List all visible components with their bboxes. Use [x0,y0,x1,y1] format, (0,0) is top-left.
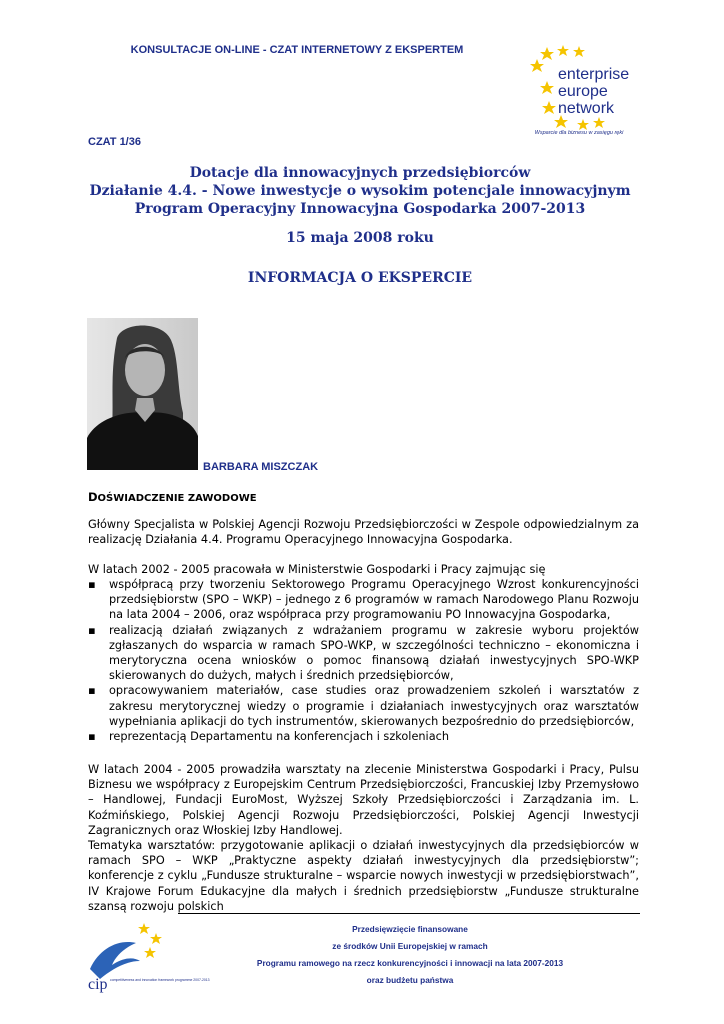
footer-line-2: ze środków Unii Europejskiej w ramach [332,941,488,951]
experience-bullet-list [88,577,639,744]
experience-para-4: Tematyka warsztatów: przygotowanie aplikacji o działań inwestycyjnych dla przedsiębiorców w ramach SPO – WKP „Praktyczne aspekty działań inwestycyjnych dla przedsiębiorstw”; konferencje z cyklu „Fundusze strukturalne – wsparcie nowych inwestycji w przedsiębiorstwach”, IV Krajowe Forum Edukacyjne dla małych i średnich przedsiębiorstw „Fundusze strukturalne szansą rozwoju polskich [88,839,639,913]
title-line-1: Dotacje dla innowacyjnych przedsiębiorców [189,165,531,181]
chat-number: CZAT 1/36 [88,136,141,148]
expert-name: BARBARA MISZCZAK [203,461,319,473]
footer-line-4: oraz budżetu państwa [366,975,454,985]
footer-funding-note [200,921,620,989]
bullet-icon: ▪ [88,578,96,591]
list-item: ▪ reprezentacją Departamentu na konferencjach i szkoleniach [88,730,449,744]
logo-line: network [558,100,615,117]
footer-divider [178,913,640,914]
footer-line-3: Programu ramowego na rzecz konkurencyjności i innowacji na lata 2007-2013 [256,958,564,968]
list-item: ▪ opracowywaniem materiałów, case studies oraz prowadzeniem szkoleń i warsztatów z zakresu merytorycznej wiedzy o programie i działaniach inwestycyjnych oraz warsztatów wypełniania aplikacji do tych instrumentów, skierowanych bezpośrednio do przedsiębiorców, [88,684,639,728]
list-item: ▪ współpracą przy tworzeniu Sektorowego Programu Operacyjnego Wzrost konkurencyjności przedsiębiorstw (SPO – WKP) – jednego z 6 programów w ramach Narodowego Planu Rozwoju na lata 2004 – 2006, oraz współpraca przy programowaniu PO Innowacyjna Gospodarka, [88,578,639,622]
bullet-icon: ▪ [88,684,96,698]
expert-photo [87,318,198,470]
page-header-title: KONSULTACJE ON-LINE - CZAT INTERNETOWY Z EKSPERTEM [130,44,464,56]
event-date: 15 maja 2008 roku [286,230,434,246]
experience-para-1: Główny Specjalista w Polskiej Agencji Rozwoju Przedsiębiorczości w Zespole odpowiedzialnym za realizację Działania 4.4. Programu Operacyjnego Innowacyjna Gospodarka. [88,518,639,547]
title-line-2: Działanie 4.4. - Nowe inwestycje o wysokim potencjale innowacyjnym [89,183,631,199]
footer-line-1: Przedsięwzięcie finansowane [352,924,468,934]
experience-heading-rest: OŚWIADCZENIE ZAWODOWE [97,493,257,504]
svg-text:competitiveness and innovation [110,978,210,982]
logo-line: enterprise [558,66,630,83]
experience-heading-initial: D [88,490,98,504]
bullet-icon: ▪ [88,623,96,637]
bullet-icon: ▪ [88,730,96,744]
section-title: INFORMACJA O EKSPERCIE [247,270,473,286]
experience-heading [88,490,257,504]
logo-tagline: Wsparcie dla biznesu w zasięgu ręki [534,130,624,136]
title-block [80,164,640,286]
logo-line: europe [558,83,608,100]
experience-para-2: W latach 2002 - 2005 pracowała w Ministerstwie Gospodarki i Pracy zajmując się [88,563,546,576]
cip-logo-text: cip [88,976,108,993]
cip-small-text: competitiveness and innovation framework programme 2007-2013 [110,978,210,982]
enterprise-europe-network-wordmark [558,66,629,117]
title-line-3: Program Operacyjny Innowacyjna Gospodarka 2007-2013 [134,201,586,217]
cip-logo [86,917,210,999]
list-item: ▪ realizacją działań związanych z wdrażaniem programu w zakresie wyboru projektów zgłaszanych do wsparcia w ramach SPO-WKP, w szczególności techniczno – ekonomiczna i merytoryczna ocena wniosków o pomoc finansową działań inwestycyjnych SPO-WKP skierowanych do dużych, małych i średnich przedsiębiorców, [88,623,639,683]
experience-para-3: W latach 2004 - 2005 prowadziła warsztaty na zlecenie Ministerstwa Gospodarki i Pracy, Pulsu Biznesu we współpracy z Europejskim Centrum Przedsiębiorczości, Francuskiej Izby Przemysłowo – Handlowej, Fundacji EuroMost, Wyższej Szkoły Przedsiębiorczości i Zarządzania im. L. Koźmińskiego, Polskiej Agencji Rozwoju Przedsiębiorczości, Polskiej Agencji Inwestycji Zagranicznych oraz Włoskiej Izby Handlowej. [88,763,639,837]
